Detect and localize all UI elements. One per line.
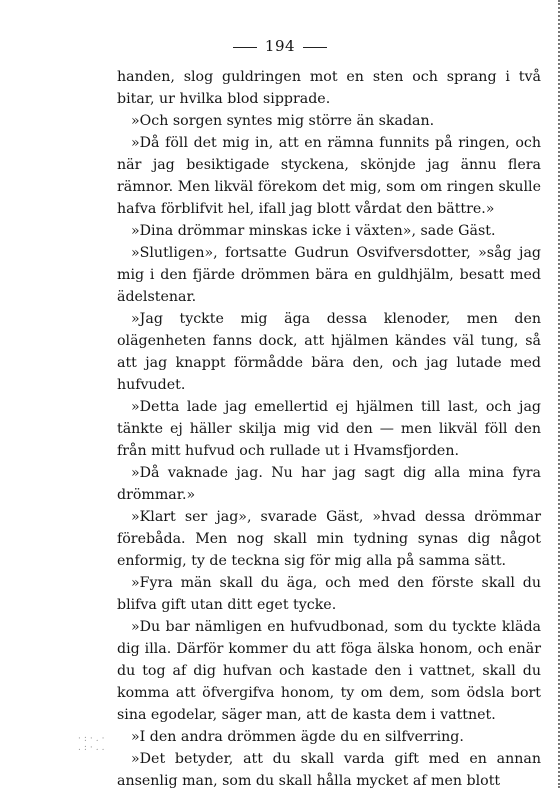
paragraph: »Slutligen», fortsatte Gudrun Osvifversdotter, »såg jag mig i den fjärde drömmen bära en guldhjälm, besatt med ädelstenar.: [117, 245, 541, 305]
paragraph: »I den andra drömmen ägde du en silfverring.: [131, 729, 464, 745]
paragraph: »Då vaknade jag. Nu har jag sagt dig alla mina fyra drömmar.»: [117, 465, 541, 503]
paragraph: »Då föll det mig in, att en rämna funnits på ringen, och när jag besiktigade styckena, skönjde jag ännu flera rämnor. Men likväl förekom det mig, som om ringen skulle hafva förblifvit hel, ifall jag blott vårdat den bättre.»: [117, 135, 541, 217]
body-text: [117, 66, 541, 792]
paragraph: »Jag tyckte mig äga dessa klenoder, men den olägenheten fanns dock, att hjälmen kändes väl tung, så att jag knappt förmådde bära den, och jag lutade med hufvudet.: [117, 311, 541, 393]
print-specks: ·:·.· .:·..: [78, 734, 108, 753]
right-dash: [303, 47, 327, 48]
paragraph-continuation: handen, slog guldringen mot en sten och sprang i två bitar, ur hvilka blod sipprade.: [117, 69, 541, 107]
paragraph: »Du bar nämligen en hufvudbonad, som du tyckte kläda dig illa. Därför kommer du att föga älska honom, och enär du tog af dig hufvan och kastade den i vattnet, skall du komma att öfvergifva honom, ty om dem, som ödsla bort sina egodelar, säger man, att de kasta dem i vattnet.: [117, 619, 541, 723]
page-edge-marks: [551, 0, 560, 788]
paragraph: »Och sorgen syntes mig större än skadan.: [131, 113, 435, 129]
paragraph: »Klart ser jag», svarade Gäst, »hvad dessa drömmar förebåda. Men nog skall min tydning synas dig något enformig, ty de teckna sig för mig alla på samma sätt.: [117, 509, 541, 569]
paragraph: »Det betyder, att du skall varda gift med en annan ansenlig man, som du skall hålla mycket af men blott: [117, 751, 541, 789]
paragraph: »Detta lade jag emellertid ej hjälmen till last, och jag tänkte ej häller skilja mig vid den — men likväl föll den från mitt hufvud och rullade ut i Hvamsfjorden.: [117, 399, 541, 459]
left-dash: [233, 47, 257, 48]
page-number: 194: [264, 37, 296, 55]
paragraph: »Fyra män skall du äga, och med den förste skall du blifva gift utan ditt eget tycke.: [117, 575, 541, 613]
paragraph: »Dina drömmar minskas icke i växten», sade Gäst.: [131, 223, 496, 239]
page-number-line: [0, 37, 560, 55]
